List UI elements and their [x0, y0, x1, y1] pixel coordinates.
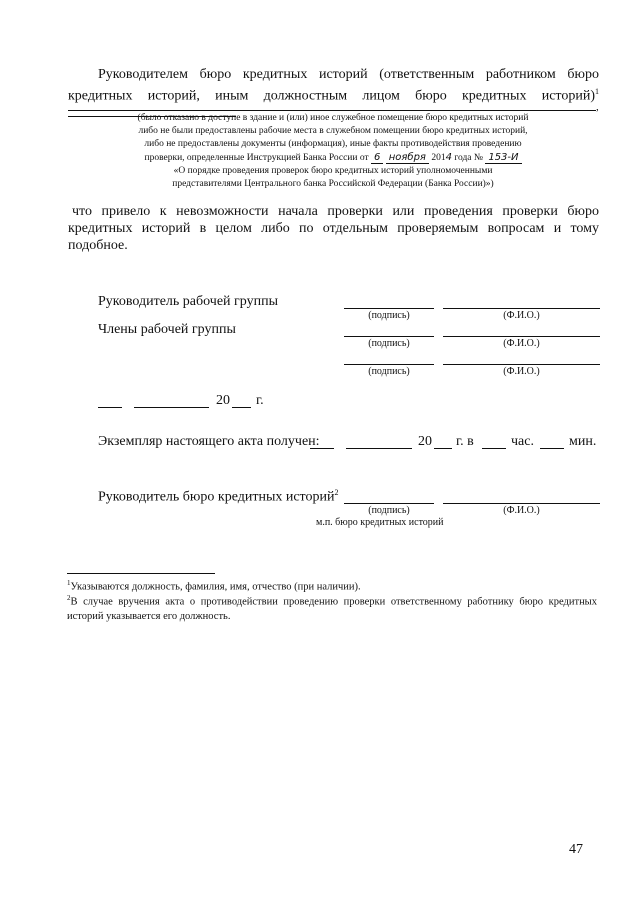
receipt-year-suffix: г. в	[456, 434, 474, 449]
instruction-year-word: года №	[454, 153, 483, 163]
member-1-sign-line	[344, 336, 434, 349]
instruction-number: 153-И	[485, 152, 521, 164]
bureau-head-name-line	[443, 503, 600, 516]
receipt-year-prefix: 20	[418, 434, 432, 449]
footnote-1-ref: 1	[67, 579, 71, 587]
bureau-head-label	[98, 488, 338, 506]
member-2-name-line	[443, 364, 600, 377]
leader-sign-line	[344, 308, 434, 321]
instruction-year-suffix: 4	[445, 152, 452, 163]
leader-name-line	[443, 308, 600, 321]
date-year-blank	[232, 396, 251, 408]
date-year-prefix: 20	[216, 393, 230, 408]
note-line-5: «О порядке проведения проверок бюро кредитных историй уполномоченными	[173, 166, 493, 176]
receipt-hours-label: час.	[511, 434, 534, 449]
page-number: 47	[569, 842, 583, 857]
receipt-year-blank	[434, 437, 452, 449]
intro-text: Руководителем бюро кредитных историй (ответственным работником бюро кредитных историй, иным должностным лицом бюро кредитных историй)	[68, 67, 599, 104]
sign-caption: (подпись)	[368, 505, 410, 516]
footnote-2	[67, 591, 597, 624]
footnote-ref-1: 1	[595, 87, 599, 96]
date-month-blank	[134, 396, 209, 408]
note-line-6: представителями Центрального банка Российской Федерации (Банка России)»)	[172, 179, 494, 189]
note-line-4-text: проверки, определенные Инструкцией Банка России от	[144, 153, 369, 163]
receipt-day-blank	[310, 437, 334, 449]
sign-caption: (подпись)	[368, 366, 410, 377]
receipt-label: Экземпляр настоящего акта получен:	[98, 434, 320, 449]
sign-caption: (подпись)	[368, 338, 410, 349]
note-line-3: либо не предоставлены документы (информация), иные факты противодействия проведению	[144, 139, 522, 149]
bureau-head-sign-line	[344, 503, 434, 516]
receipt-hours-blank	[482, 437, 506, 449]
member-1-name-line	[443, 336, 600, 349]
name-caption: (Ф.И.О.)	[503, 505, 540, 516]
receipt-minutes-blank	[540, 437, 564, 449]
footnote-2-ref: 2	[67, 594, 71, 602]
footnote-1-text: Указываются должность, фамилия, имя, отчество (при наличии).	[70, 581, 361, 593]
consequence-paragraph: что привело к невозможности начала проверки или проведения проверки бюро кредитных историй в целом либо по отдельным проверяемым вопросам и тому подобное.	[68, 204, 599, 253]
instruction-day: 6	[371, 152, 383, 164]
date-day-blank	[98, 396, 122, 408]
footnote-2-text: В случае вручения акта о противодействии проведению проверки ответственному работнику бюро кредитных историй указывается его должность.	[67, 596, 597, 622]
sign-caption: (подпись)	[368, 310, 410, 321]
date-year-suffix: г.	[256, 393, 264, 408]
footnote-separator	[67, 573, 215, 574]
member-2-sign-line	[344, 364, 434, 377]
members-label: Члены рабочей группы	[98, 322, 236, 337]
receipt-month-blank	[346, 437, 412, 449]
instruction-year-prefix: 201	[431, 153, 446, 163]
footnote-ref-2: 2	[334, 488, 339, 497]
leader-label: Руководитель рабочей группы	[98, 294, 278, 309]
note-line-4	[110, 151, 556, 165]
name-caption: (Ф.И.О.)	[503, 310, 540, 321]
note-line-2: либо не были предоставлены рабочие места в служебном помещении бюро кредитных историй,	[138, 126, 528, 136]
stamp-caption: м.п. бюро кредитных историй	[316, 517, 444, 528]
bureau-head-text: Руководитель бюро кредитных историй	[98, 489, 335, 505]
name-caption: (Ф.И.О.)	[503, 338, 540, 349]
explanatory-note	[110, 112, 556, 191]
receipt-minutes-label: мин.	[569, 434, 597, 449]
name-caption: (Ф.И.О.)	[503, 366, 540, 377]
intro-comma: ,	[596, 101, 599, 113]
note-line-1: (было отказано в доступе в здание и (или) иное служебное помещение бюро кредитных историй	[137, 113, 529, 123]
intro-underline	[68, 110, 596, 111]
instruction-month: ноября	[386, 152, 429, 164]
